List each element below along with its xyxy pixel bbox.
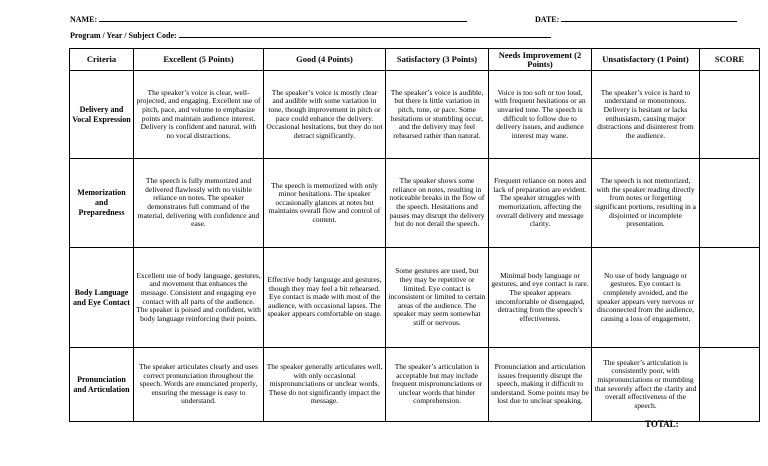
satisfactory-cell: The speaker’s voice is audible, but there is little variation in pitch, tone, or pace. Some hesitations or stumbling occur, and the delivery may feel rehearsed rather than natural. [386,71,489,159]
excellent-cell: The speaker articulates clearly and uses correct pronunciation throughout the speech. Words are enunciated properly, ensuring the message is easy to understand. [134,348,264,422]
excellent-cell: The speech is fully memorized and delivered flawlessly with no visible reliance on notes. The speaker demonstrates full command of the material, delivering with confidence and ease. [134,159,264,248]
criteria-cell: Memorization and Preparedness [70,159,134,248]
good-cell: The speaker’s voice is mostly clear and audible with some variation in tone, though improvement in pitch or pace could enhance the delivery. Occasional hesitations, but they do not detract significantly. [264,71,386,159]
satisfactory-cell: Some gestures are used, but they may be repetitive or limited. Eye contact is inconsistent or limited to certain areas of the audience. The speaker may seem somewhat stiff or nervous. [386,248,489,348]
good-header: Good (4 Points) [264,49,386,71]
criteria-cell: Delivery and Vocal Expression [70,71,134,159]
needs-improvement-cell: Voice is too soft or too loud, with frequent hesitations or an unvaried tone. The speech is difficult to follow due to delivery issues, and audience interest may wane. [489,71,592,159]
name-field[interactable] [99,13,467,22]
table-row [70,348,760,422]
score-cell[interactable] [700,248,760,348]
date-label: DATE: [535,15,560,24]
satisfactory-cell: The speaker shows some reliance on notes, resulting in noticeable breaks in the flow of the speech. Hesitations and pauses may disrupt the delivery but do not derail the speech. [386,159,489,248]
total-label: TOTAL: [645,419,679,429]
satisfactory-header: Satisfactory (3 Points) [386,49,489,71]
criteria-cell: Pronunciation and Articulation [70,348,134,422]
needs-improvement-cell: Pronunciation and articulation issues frequently disrupt the speech, making it difficult to understand. Some points may be lost due to unclear speaking. [489,348,592,422]
score-cell[interactable] [700,159,760,248]
rubric-table [69,48,760,422]
good-cell: The speech is memorized with only minor hesitations. The speaker occasionally glances at notes but maintains overall flow and control of content. [264,159,386,248]
program-line [70,29,551,40]
table-row [70,71,760,159]
unsatisfactory-cell: The speech is not memorized, with the speaker reading directly from notes or forgetting significant portions, resulting in a disjointed or incomplete presentation. [592,159,700,248]
unsatisfactory-cell: The speaker’s articulation is consistently poor, with mispronunciations or mumbling that severely affect the clarity and overall effectiveness of the speech. [592,348,700,422]
criteria-header: Criteria [70,49,134,71]
table-row [70,159,760,248]
needs-improvement-cell: Frequent reliance on notes and lack of preparation are evident. The speaker struggles with memorization, affecting the overall delivery and message clarity. [489,159,592,248]
good-cell: Effective body language and gestures, though they may feel a bit rehearsed. Eye contact is made with most of the audience, with occasional lapses. The speaker appears comfortable on stage. [264,248,386,348]
score-header: SCORE [700,49,760,71]
table-row [70,248,760,348]
criteria-cell: Body Language and Eye Contact [70,248,134,348]
excellent-header: Excellent (5 Points) [134,49,264,71]
unsatisfactory-cell: No use of body language or gestures. Eye contact is completely avoided, and the speaker appears very nervous or disconnected from the audience, causing a loss of engagement. [592,248,700,348]
satisfactory-cell: The speaker’s articulation is acceptable but may include frequent mispronunciations or unclear words that hinder comprehension. [386,348,489,422]
program-field[interactable] [179,29,551,38]
date-line [535,13,737,24]
score-cell[interactable] [700,71,760,159]
excellent-cell: The speaker’s voice is clear, well-projected, and engaging. Excellent use of pitch, pace, and volume to emphasize points and maintain audience interest. Delivery is confident and natural, with no vocal distractions. [134,71,264,159]
score-cell[interactable] [700,348,760,422]
needs-improvement-header: Needs Improvement (2 Points) [489,49,592,71]
program-label: Program / Year / Subject Code: [70,31,177,40]
unsatisfactory-header: Unsatisfactory (1 Point) [592,49,700,71]
name-label: NAME: [70,15,98,24]
unsatisfactory-cell: The speaker’s voice is hard to understand or monotonous. Delivery is hesitant or lacks enthusiasm, causing major distractions and disinterest from the audience. [592,71,700,159]
excellent-cell: Excellent use of body language, gestures, and movement that enhances the message. Consistent and engaging eye contact with all parts of the audience. The speaker is poised and confident, with body language reinforcing their points. [134,248,264,348]
name-line [70,13,467,24]
date-field[interactable] [561,13,737,22]
header-row [70,49,760,71]
needs-improvement-cell: Minimal body language or gestures, and eye contact is rare. The speaker appears uncomfortable or disengaged, detracting from the speech’s effectiveness. [489,248,592,348]
good-cell: The speaker generally articulates well, with only occasional mispronunciations or unclear words. These do not significantly impact the message. [264,348,386,422]
